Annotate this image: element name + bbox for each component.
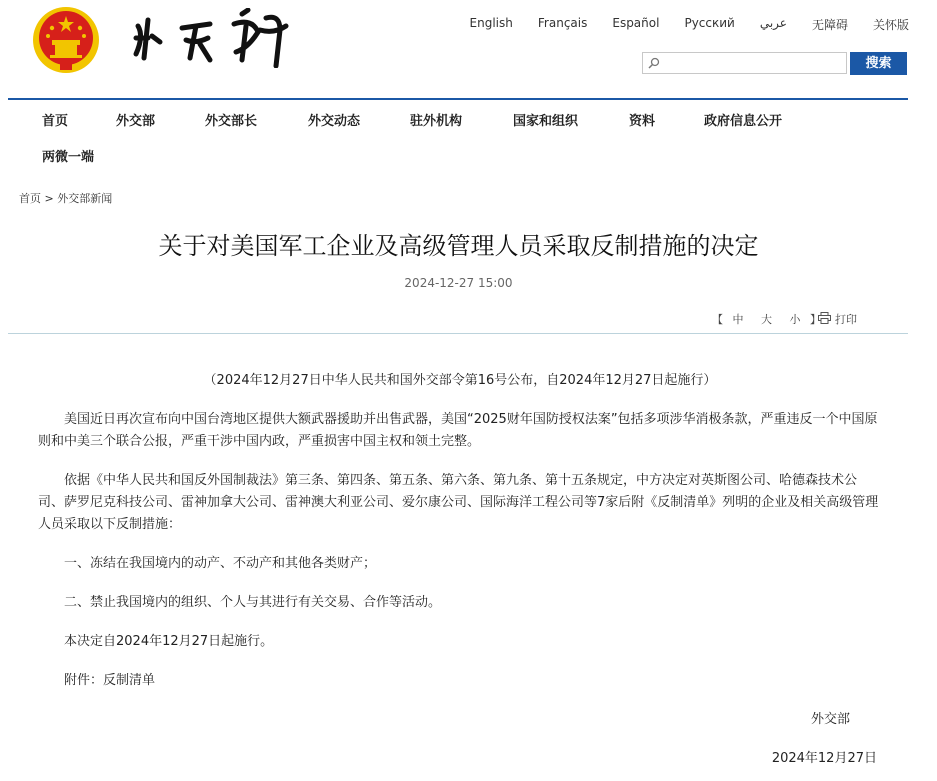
font-size-medium-button[interactable]: 中 bbox=[732, 313, 744, 326]
lang-french-link[interactable]: Français bbox=[537, 16, 588, 30]
font-tools-open-bracket: 【 bbox=[712, 313, 723, 326]
breadcrumb-current-link[interactable]: 外交部新闻 bbox=[57, 192, 113, 205]
font-size-small-button[interactable]: 小 bbox=[789, 313, 801, 326]
article-paragraph: 本决定自2024年12月27日起施行。 bbox=[64, 634, 274, 649]
nav-home[interactable]: 首页 bbox=[42, 114, 69, 129]
attachment-line[interactable]: 附件：反制清单 bbox=[64, 673, 156, 688]
article-paragraph: 一、冻结在我国境内的动产、不动产和其他各类财产； bbox=[64, 556, 377, 571]
lang-arabic-link[interactable]: عربي bbox=[759, 16, 787, 30]
nav-missions-abroad[interactable]: 驻外机构 bbox=[410, 114, 463, 129]
article-signature: 外交部 bbox=[810, 712, 850, 727]
nav-diplomatic-news[interactable]: 外交动态 bbox=[308, 114, 361, 129]
search-input[interactable] bbox=[663, 55, 847, 73]
content-divider bbox=[8, 333, 908, 334]
search-field[interactable] bbox=[642, 52, 847, 74]
print-button[interactable] bbox=[818, 311, 857, 327]
nav-resources[interactable]: 资料 bbox=[629, 114, 656, 129]
article-paragraph: （2024年12月27日中华人民共和国外交部令第16号公布，自2024年12月27日起施行） bbox=[203, 373, 717, 388]
article-paragraph: 美国近日再次宣布向中国台湾地区提供大额武器援助并出售武器，美国“2025财年国防授权法案”包括多项涉华消极条款，严重违反一个中国原则和中美三个联合公报，严重干涉中国内政，严重损害中国主权和领土完整。 bbox=[38, 412, 878, 449]
national-emblem-icon[interactable] bbox=[32, 6, 100, 74]
printer-icon bbox=[818, 312, 831, 324]
print-label: 打印 bbox=[835, 313, 857, 326]
nav-countries-organizations[interactable]: 国家和组织 bbox=[513, 114, 579, 129]
article-date: 2024-12-27 15:00 bbox=[404, 276, 513, 290]
font-size-tools bbox=[712, 311, 821, 327]
search-bar bbox=[642, 52, 907, 76]
breadcrumb-home-link[interactable]: 首页 bbox=[19, 192, 41, 205]
font-tools-close-bracket: 】 bbox=[810, 313, 821, 326]
site-header bbox=[0, 0, 937, 100]
breadcrumb bbox=[19, 190, 112, 206]
article-title: 关于对美国军工企业及高级管理人员采取反制措施的决定 bbox=[158, 232, 759, 260]
nav-social-media[interactable]: 两微一端 bbox=[42, 150, 95, 165]
care-mode-link[interactable]: 关怀版 bbox=[872, 18, 909, 32]
mfa-calligraphy-logo[interactable] bbox=[130, 8, 300, 68]
nav-ministry[interactable]: 外交部 bbox=[116, 114, 156, 129]
accessibility-link[interactable]: 无障碍 bbox=[811, 18, 848, 32]
nav-minister[interactable]: 外交部长 bbox=[205, 114, 258, 129]
search-icon bbox=[648, 57, 660, 69]
nav-government-info[interactable]: 政府信息公开 bbox=[704, 114, 783, 129]
lang-spanish-link[interactable]: Español bbox=[612, 16, 660, 30]
article-signature-date: 2024年12月27日 bbox=[771, 751, 877, 766]
search-button[interactable]: 搜索 bbox=[850, 52, 907, 75]
lang-russian-link[interactable]: Русский bbox=[684, 16, 735, 30]
breadcrumb-separator: > bbox=[44, 192, 54, 205]
lang-english-link[interactable]: English bbox=[469, 16, 513, 30]
article-paragraph: 依据《中华人民共和国反外国制裁法》第三条、第四条、第五条、第六条、第九条、第十五条规定，中方决定对英斯图公司、哈德森技术公司、萨罗尼克科技公司、雷神加拿大公司、雷神澳大利亚公司、爱尔康公司、国际海洋工程公司等7家后附《反制清单》列明的企业及相关高级管理人员采取以下反制措施： bbox=[38, 473, 879, 532]
font-size-large-button[interactable]: 大 bbox=[761, 313, 772, 326]
article-body bbox=[38, 370, 882, 770]
article-paragraph: 二、禁止我国境内的组织、个人与其进行有关交易、合作等活动。 bbox=[64, 595, 442, 610]
language-bar bbox=[445, 16, 909, 33]
main-nav bbox=[8, 100, 908, 184]
